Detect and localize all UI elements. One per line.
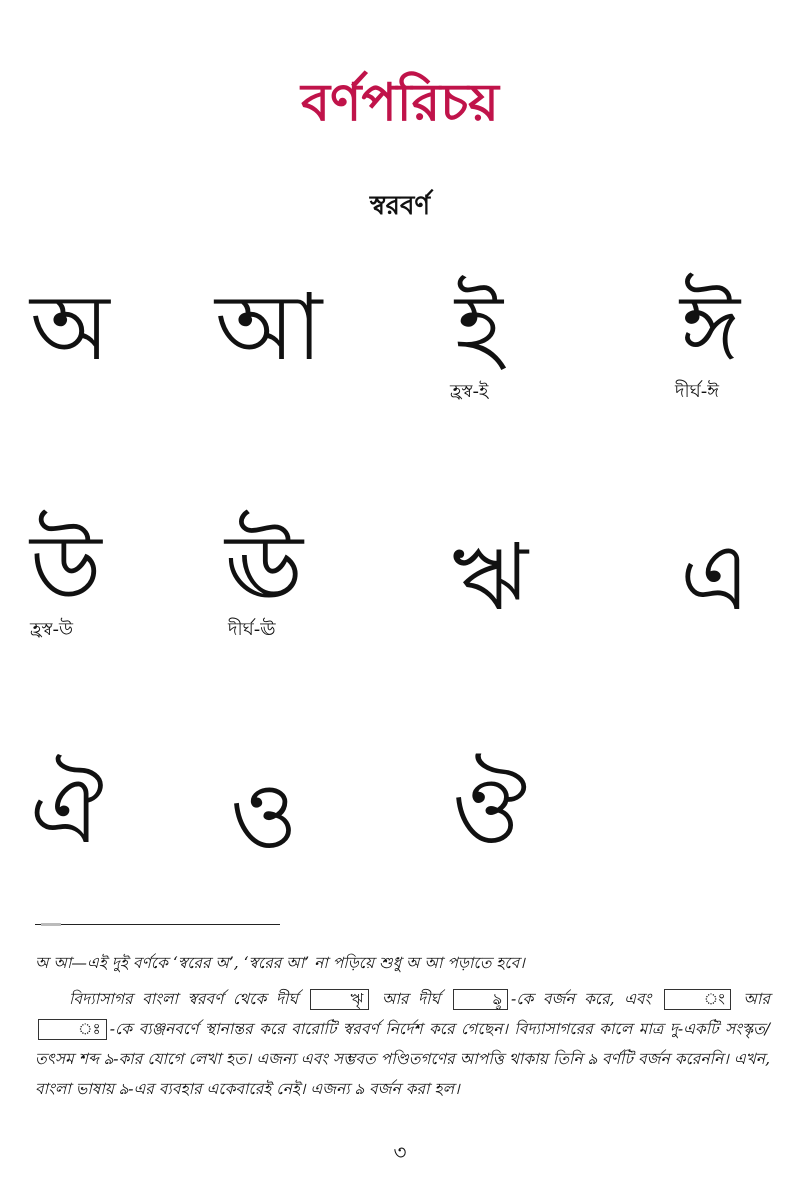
boxed-letter-rri: ৠ bbox=[310, 989, 369, 1010]
footnote-paragraph bbox=[35, 984, 770, 1104]
footnote-text: আর bbox=[743, 990, 771, 1008]
vowel-letter: ঋ bbox=[452, 524, 529, 631]
footnote-divider bbox=[35, 924, 280, 925]
vowel-letter: উ bbox=[30, 514, 102, 621]
footnote-text: -কে বর্জন করে, এবং bbox=[510, 990, 652, 1008]
vowel-letter: ও bbox=[230, 762, 298, 869]
vowel-letter: আ bbox=[215, 274, 323, 381]
vowel-letter: এ bbox=[680, 524, 750, 631]
vowel-letter: ঈ bbox=[680, 274, 741, 381]
boxed-letter-visarga: ঃ bbox=[38, 1019, 107, 1040]
page-subtitle: স্বরবর্ণ bbox=[369, 191, 431, 221]
vowel-letter: অ bbox=[30, 274, 110, 381]
boxed-letter-anusvara: ং bbox=[664, 989, 731, 1010]
footnote-text: আর দীর্ঘ bbox=[381, 990, 441, 1008]
footnote-text: -কে ব্যঞ্জনবর্ণে স্থানান্তর করে বারোটি স্বরবর্ণ নির্দেশ করে গেছেন। বিদ্যাসাগরের কালে মাত্র দু-একটি সংস্কৃত/তৎসম শব্দ ঌ-কার যোগে লেখা হত। এজন্য এবং সম্ভবত পণ্ডিতগণের আপত্তি থাকায় তিনি ঌ বর্ণটি বর্জন করেননি। এখন, বাংলা ভাষায় ঌ-এর ব্যবহার একেবারেই নেই। এজন্য ঌ বর্জন করা হল। bbox=[35, 1020, 770, 1098]
footnote-text: বিদ্যাসাগর বাংলা স্বরবর্ণ থেকে দীর্ঘ bbox=[69, 990, 298, 1008]
vowel-letter: ঊ bbox=[225, 514, 304, 621]
footnote-line-1 bbox=[35, 950, 770, 976]
page-title: বর্ণপরিচয় bbox=[301, 72, 499, 133]
page-number: ৩ bbox=[393, 1140, 407, 1164]
vowel-letter: ঐ bbox=[30, 757, 104, 864]
vowel-caption: দীর্ঘ-ঊ bbox=[228, 619, 276, 640]
vowel-letter: ই bbox=[455, 274, 503, 381]
boxed-letter-lli: ৡ bbox=[453, 989, 508, 1010]
vowel-caption: হ্রস্ব-ই bbox=[450, 381, 489, 402]
footnote-text: অ আ—এই দুই বর্ণকে ‘স্বরের অ’, ‘স্বরের আ’ না পড়িয়ে শুধু অ আ পড়াতে হবে। bbox=[35, 954, 525, 972]
vowel-caption: হ্রস্ব-উ bbox=[30, 619, 74, 640]
vowel-caption: দীর্ঘ-ঈ bbox=[675, 381, 719, 402]
vowel-letter: ঔ bbox=[452, 757, 528, 864]
